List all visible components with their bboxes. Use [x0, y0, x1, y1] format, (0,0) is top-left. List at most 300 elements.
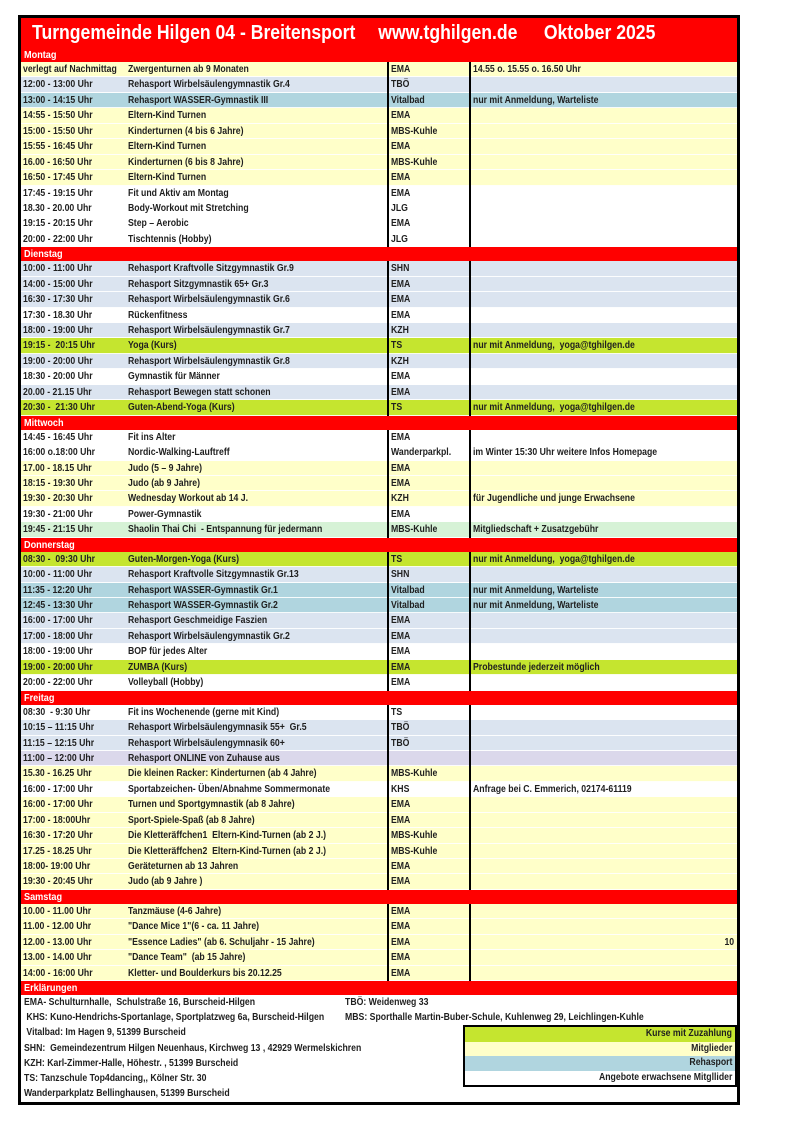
time-cell	[21, 904, 128, 919]
cell-text: EMA	[391, 905, 411, 917]
cell-text: 17:45 - 19:15 Uhr	[23, 187, 93, 199]
location-cell	[387, 491, 469, 506]
time-cell	[21, 170, 128, 185]
color-legend-box	[463, 1025, 737, 1087]
cell-text: Gymnastik für Männer	[128, 371, 220, 383]
time-cell	[21, 844, 128, 859]
activity-cell	[128, 385, 387, 400]
cell-text: EMA	[391, 936, 411, 948]
cell-text: 18:00 - 19:00 Uhr	[23, 325, 93, 336]
cell-text: Shaolin Thai Chi - Entspannung für jedermann	[128, 524, 323, 536]
activity-cell	[128, 522, 387, 537]
cell-text: 19:00 - 20:00 Uhr	[23, 355, 93, 367]
location-cell	[387, 261, 469, 276]
section-header-erklaerungen	[21, 981, 737, 995]
cell-text: Turnen und Sportgymnastik (ab 8 Jahre)	[128, 799, 295, 811]
title-bar	[21, 18, 737, 48]
note-cell	[469, 461, 737, 476]
cell-text: Vitalbad	[391, 584, 425, 596]
note-cell	[469, 782, 737, 797]
note-cell	[469, 966, 737, 981]
schedule-row	[21, 507, 737, 522]
note-cell	[469, 354, 737, 369]
schedule-row	[21, 629, 737, 644]
cell-text: "Essence Ladies" (ab 6. Schuljahr - 15 Jahre)	[128, 936, 315, 948]
cell-text: SHN: Gemeindezentrum Hilgen Neuenhaus, Kirchweg 13 , 42929 Wermelskichren	[24, 1042, 362, 1054]
location-cell	[387, 461, 469, 476]
schedule-body	[21, 48, 737, 981]
note-cell	[469, 552, 737, 567]
location-cell	[387, 170, 469, 185]
schedule-row	[21, 813, 737, 828]
activity-cell	[128, 966, 387, 981]
location-cell	[387, 354, 469, 369]
cell-text: Sport-Spiele-Spaß (ab 8 Jahre)	[128, 814, 255, 826]
note-cell	[469, 369, 737, 384]
cell-text: MBS-Kuhle	[391, 845, 438, 857]
cell-text: Nordic-Walking-Lauftreff	[128, 447, 230, 459]
cell-text: TBÖ	[391, 737, 410, 749]
cell-text: Kinderturnen (4 bis 6 Jahre)	[128, 125, 244, 137]
schedule-row	[21, 170, 737, 185]
activity-cell	[128, 828, 387, 843]
cell-text: 10.00 - 11.00 Uhr	[23, 905, 92, 917]
cell-text: TBÖ	[391, 79, 410, 91]
cell-text: 20:30 - 21:30 Uhr	[23, 402, 96, 414]
time-cell	[21, 261, 128, 276]
cell-text: nur mit Anmeldung, Warteliste	[473, 94, 599, 106]
time-cell	[21, 476, 128, 491]
cell-text: Vitalbad: Im Hagen 9, 51399 Burscheid	[24, 1027, 186, 1039]
cell-text: EMA	[391, 921, 411, 933]
schedule-row	[21, 232, 737, 247]
schedule-row	[21, 966, 737, 981]
time-cell	[21, 629, 128, 644]
schedule-row	[21, 874, 737, 889]
activity-cell	[128, 93, 387, 108]
cell-text: EMA	[391, 477, 411, 489]
location-cell	[387, 552, 469, 567]
activity-cell	[128, 782, 387, 797]
cell-text: 14:00 - 16:00 Uhr	[23, 967, 93, 979]
cell-text: Die kleinen Racker: Kinderturnen (ab 4 Jahre)	[128, 768, 317, 780]
location-cell	[387, 966, 469, 981]
location-cell	[387, 216, 469, 231]
location-cell	[387, 583, 469, 598]
activity-cell	[128, 476, 387, 491]
schedule-row	[21, 62, 737, 77]
cell-text: Volleyball (Hobby)	[128, 677, 204, 689]
note-cell	[469, 62, 737, 77]
cell-text: 18:00- 19:00 Uhr	[23, 861, 91, 872]
cell-text: KHS: Kuno-Hendrichs-Sportanlage, Sportplatzweg 6a, Burscheid-Hilgen	[24, 1012, 325, 1024]
note-cell	[469, 797, 737, 812]
note-cell	[469, 629, 737, 644]
cell-text: EMA	[391, 64, 411, 75]
cell-text: für Jugendliche und junge Erwachsene	[473, 493, 635, 505]
location-cell	[387, 507, 469, 522]
activity-cell	[128, 583, 387, 598]
schedule-row	[21, 93, 737, 108]
activity-cell	[128, 445, 387, 460]
time-cell	[21, 935, 128, 950]
activity-cell	[128, 323, 387, 338]
cell-text: 10:15 – 11:15 Uhr	[23, 722, 95, 734]
cell-text: Zwergenturnen ab 9 Monaten	[128, 64, 249, 75]
schedule-row	[21, 583, 737, 598]
cell-text: 18:15 - 19:30 Uhr	[23, 477, 93, 489]
note-cell	[469, 751, 737, 766]
cell-text: Probestunde jederzeit möglich	[473, 661, 600, 673]
cell-text: Judo (5 – 9 Jahre)	[128, 462, 202, 474]
note-cell	[469, 170, 737, 185]
activity-cell	[128, 874, 387, 889]
schedule-row	[21, 797, 737, 812]
note-cell	[469, 859, 737, 874]
note-cell	[469, 108, 737, 123]
cell-text: Kinderturnen (6 bis 8 Jahre)	[128, 156, 244, 168]
note-cell	[469, 139, 737, 154]
day-header-samstag	[21, 890, 737, 904]
location-cell	[387, 598, 469, 613]
time-cell	[21, 720, 128, 735]
activity-cell	[128, 950, 387, 965]
cell-text: 11.00 - 12.00 Uhr	[23, 921, 92, 933]
time-cell	[21, 507, 128, 522]
location-cell	[387, 766, 469, 781]
schedule-row	[21, 430, 737, 445]
note-cell	[469, 720, 737, 735]
cell-text: 16:50 - 17:45 Uhr	[23, 172, 93, 184]
note-cell	[469, 232, 737, 247]
activity-cell	[128, 736, 387, 751]
location-cell	[387, 338, 469, 353]
footer-line	[21, 995, 737, 1010]
schedule-row	[21, 385, 737, 400]
activity-cell	[128, 277, 387, 292]
cell-text: Rehasport Wirbelsäulengymnastik Gr.8	[128, 355, 290, 367]
cell-text: Judo (ab 9 Jahre)	[128, 477, 201, 489]
location-cell	[387, 660, 469, 675]
note-cell	[469, 445, 737, 460]
cell-text: EMA	[391, 371, 411, 383]
note-cell	[469, 813, 737, 828]
cell-text: EMA	[391, 141, 411, 153]
club-name: Turngemeinde Hilgen 04 - Breitensport	[32, 22, 356, 44]
cell-text: 11:15 – 12:15 Uhr	[23, 737, 95, 749]
schedule-row	[21, 186, 737, 201]
note-cell	[469, 613, 737, 628]
legend-item-lime	[465, 1027, 735, 1042]
cell-text: 15:55 - 16:45 Uhr	[23, 141, 93, 153]
note-cell	[469, 400, 737, 415]
schedule-row	[21, 216, 737, 231]
cell-text: SHN	[391, 569, 410, 581]
cell-text: 16:00 o.18:00 Uhr	[23, 447, 96, 459]
cell-text: EMA	[391, 952, 411, 964]
note-cell	[469, 660, 737, 675]
time-cell	[21, 216, 128, 231]
cell-text: EMA	[391, 294, 411, 306]
activity-cell	[128, 216, 387, 231]
location-cell	[387, 277, 469, 292]
activity-cell	[128, 660, 387, 675]
location-cell	[387, 139, 469, 154]
cell-text: 15:00 - 15:50 Uhr	[23, 125, 93, 137]
note-cell	[469, 583, 737, 598]
schedule-sheet	[18, 15, 740, 1105]
activity-cell	[128, 354, 387, 369]
activity-cell	[128, 139, 387, 154]
activity-cell	[128, 766, 387, 781]
cell-text: 13.00 - 14.00 Uhr	[23, 952, 92, 964]
activity-cell	[128, 629, 387, 644]
cell-text: 17:00 - 18:00 Uhr	[23, 630, 93, 642]
cell-text: Donnerstag	[24, 538, 75, 551]
cell-text: Eltern-Kind Turnen	[128, 172, 207, 184]
note-cell	[469, 93, 737, 108]
activity-cell	[128, 338, 387, 353]
time-cell	[21, 766, 128, 781]
cell-text: 16.00 - 16:50 Uhr	[23, 156, 93, 168]
schedule-row	[21, 461, 737, 476]
note-cell	[469, 598, 737, 613]
cell-text: Rehasport Kraftvolle Sitzgymnastik Gr.9	[128, 263, 294, 275]
cell-text: 11:35 - 12:20 Uhr	[23, 584, 93, 596]
schedule-row	[21, 201, 737, 216]
location-cell	[387, 874, 469, 889]
cell-text: TS	[391, 402, 403, 414]
cell-text: TS	[391, 706, 403, 718]
location-cell	[387, 751, 469, 766]
activity-cell	[128, 430, 387, 445]
cell-text: "Dance Mice 1"(6 - ca. 11 Jahre)	[128, 921, 260, 933]
cell-text: EMA	[391, 431, 411, 443]
cell-text: 10	[724, 936, 734, 948]
schedule-row	[21, 139, 737, 154]
time-cell	[21, 644, 128, 659]
note-cell	[469, 904, 737, 919]
cell-text: Kletter- und Boulderkurs bis 20.12.25	[128, 967, 282, 979]
location-cell	[387, 323, 469, 338]
location-cell	[387, 430, 469, 445]
cell-text: Fit und Aktiv am Montag	[128, 187, 229, 199]
note-cell	[469, 766, 737, 781]
cell-text: Rehasport WASSER-Gymnastik Gr.1	[128, 584, 278, 596]
cell-text: Rehasport Wirbelsäulengymnastik Gr.4	[128, 79, 290, 91]
title-text	[32, 18, 655, 48]
location-cell	[387, 736, 469, 751]
cell-text: MBS-Kuhle	[391, 830, 438, 842]
cell-text: Sportabzeichen- Üben/Abnahme Sommermonate	[128, 783, 331, 795]
schedule-row	[21, 323, 737, 338]
cell-text: Rehasport Wirbelsäulengymnastik Gr.6	[128, 294, 290, 306]
cell-text: nur mit Anmeldung, yoga@tghilgen.de	[473, 553, 635, 565]
note-cell	[469, 77, 737, 92]
cell-text: Guten-Morgen-Yoga (Kurs)	[128, 553, 240, 565]
schedule-row	[21, 660, 737, 675]
note-cell	[469, 705, 737, 720]
cell-text: 08:30 - 9:30 Uhr	[23, 706, 91, 718]
cell-text: 17.00 - 18.15 Uhr	[23, 462, 92, 474]
time-cell	[21, 859, 128, 874]
activity-cell	[128, 935, 387, 950]
activity-cell	[128, 507, 387, 522]
time-cell	[21, 782, 128, 797]
time-cell	[21, 93, 128, 108]
activity-cell	[128, 705, 387, 720]
location-cell	[387, 77, 469, 92]
cell-text: Power-Gymnastik	[128, 508, 202, 520]
schedule-row	[21, 705, 737, 720]
schedule-row	[21, 919, 737, 934]
time-cell	[21, 613, 128, 628]
footer-text-right	[345, 1010, 688, 1025]
cell-text: KHS	[391, 783, 410, 795]
cell-text: Rehasport WASSER-Gymnastik III	[128, 94, 269, 106]
schedule-row	[21, 277, 737, 292]
time-cell	[21, 598, 128, 613]
cell-text: Dienstag	[24, 248, 63, 261]
schedule-row	[21, 354, 737, 369]
location-cell	[387, 186, 469, 201]
footer-text-right	[345, 995, 441, 1010]
activity-cell	[128, 813, 387, 828]
note-cell	[469, 675, 737, 690]
cell-text: Montag	[24, 49, 57, 61]
cell-text: TS	[391, 340, 403, 352]
cell-text: Judo (ab 9 Jahre )	[128, 876, 203, 888]
note-cell	[469, 507, 737, 522]
activity-cell	[128, 461, 387, 476]
time-cell	[21, 232, 128, 247]
activity-cell	[128, 613, 387, 628]
time-cell	[21, 108, 128, 123]
cell-text: Wanderparkpl.	[391, 447, 452, 459]
schedule-row	[21, 935, 737, 950]
note-cell	[469, 292, 737, 307]
cell-text: 12:45 - 13:30 Uhr	[23, 600, 93, 611]
cell-text: EMA	[391, 218, 411, 230]
day-header-dienstag	[21, 247, 737, 261]
note-cell	[469, 277, 737, 292]
cell-text: MBS-Kuhle	[391, 125, 438, 137]
activity-cell	[128, 77, 387, 92]
cell-text: Vitalbad	[391, 600, 425, 611]
activity-cell	[128, 552, 387, 567]
note-cell	[469, 919, 737, 934]
cell-text: MBS-Kuhle	[391, 524, 438, 536]
schedule-row	[21, 766, 737, 781]
schedule-row	[21, 552, 737, 567]
cell-text: Rehasport Bewegen statt schonen	[128, 386, 271, 398]
cell-text: 19:30 - 20:30 Uhr	[23, 493, 93, 505]
cell-text: TBÖ: Weidenweg 33	[345, 997, 429, 1009]
cell-text: 18:00 - 19:00 Uhr	[23, 646, 93, 658]
cell-text: Vitalbad	[391, 94, 425, 106]
cell-text: 10:00 - 11:00 Uhr	[23, 263, 93, 275]
cell-text: 17:00 - 18:00Uhr	[23, 814, 91, 826]
schedule-row	[21, 445, 737, 460]
cell-text: EMA- Schulturnhalle, Schulstraße 16, Burscheid-Hilgen	[24, 997, 256, 1009]
location-cell	[387, 935, 469, 950]
activity-cell	[128, 170, 387, 185]
cell-text: EMA	[391, 615, 411, 627]
cell-text: nur mit Anmeldung, yoga@tghilgen.de	[473, 340, 635, 352]
note-cell	[469, 828, 737, 843]
time-cell	[21, 385, 128, 400]
cell-text: Tanzmäuse (4-6 Jahre)	[128, 905, 222, 917]
location-cell	[387, 797, 469, 812]
location-cell	[387, 844, 469, 859]
schedule-row	[21, 261, 737, 276]
schedule-row	[21, 308, 737, 323]
cell-text: Body-Workout mit Stretching	[128, 202, 249, 214]
cell-text: Samstag	[24, 890, 63, 903]
location-cell	[387, 629, 469, 644]
cell-text: Rehasport Wirbelsäulengymnastik Gr.2	[128, 630, 290, 642]
time-cell	[21, 201, 128, 216]
cell-text: EMA	[391, 278, 411, 290]
schedule-row	[21, 859, 737, 874]
location-cell	[387, 445, 469, 460]
note-cell	[469, 950, 737, 965]
cell-text: EMA	[391, 187, 411, 199]
cell-text: Step – Aerobic	[128, 218, 189, 230]
cell-text: TS	[391, 553, 403, 565]
time-cell	[21, 292, 128, 307]
time-cell	[21, 430, 128, 445]
note-cell	[469, 874, 737, 889]
cell-text: MBS-Kuhle	[391, 768, 438, 780]
schedule-row	[21, 751, 737, 766]
time-cell	[21, 660, 128, 675]
time-cell	[21, 874, 128, 889]
activity-cell	[128, 844, 387, 859]
location-cell	[387, 522, 469, 537]
time-cell	[21, 919, 128, 934]
time-cell	[21, 522, 128, 537]
time-cell	[21, 155, 128, 170]
cell-text: 19:15 - 20:15 Uhr	[23, 340, 96, 352]
time-cell	[21, 124, 128, 139]
note-cell	[469, 216, 737, 231]
time-cell	[21, 797, 128, 812]
cell-text: TS: Tanzschule Top4dancing,, Kölner Str. 30	[24, 1073, 207, 1084]
cell-text: Rückenfitness	[128, 309, 188, 321]
time-cell	[21, 828, 128, 843]
section-header-label: Erklärungen	[24, 982, 78, 995]
time-cell	[21, 445, 128, 460]
note-cell	[469, 155, 737, 170]
time-cell	[21, 675, 128, 690]
activity-cell	[128, 308, 387, 323]
location-cell	[387, 782, 469, 797]
note-cell	[469, 186, 737, 201]
note-cell	[469, 430, 737, 445]
cell-text: Fit ins Wochenende (gerne mit Kind)	[128, 706, 280, 718]
cell-text: Anfrage bei C. Emmerich, 02174-61119	[473, 783, 632, 795]
activity-cell	[128, 859, 387, 874]
cell-text: 14:00 - 15:00 Uhr	[23, 278, 93, 290]
website: www.tghilgen.de	[378, 22, 518, 44]
location-cell	[387, 201, 469, 216]
cell-text: Eltern-Kind Turnen	[128, 141, 207, 153]
activity-cell	[128, 567, 387, 582]
cell-text: 08:30 - 09:30 Uhr	[23, 553, 96, 565]
cell-text: Rehasport	[688, 1057, 732, 1069]
schedule-row	[21, 491, 737, 506]
